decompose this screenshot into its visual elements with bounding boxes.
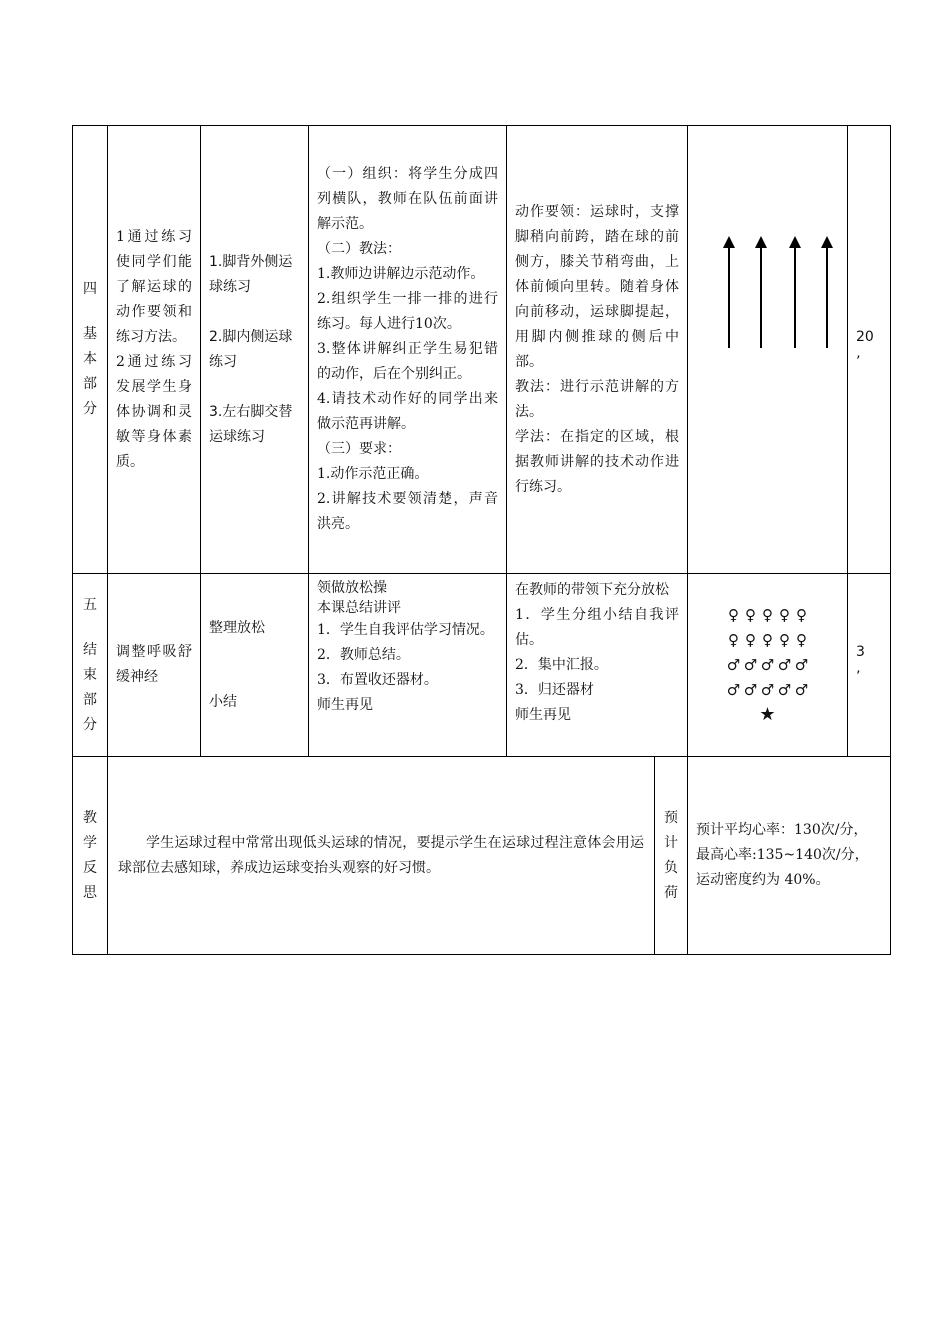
male-icon: ♂ xyxy=(743,681,758,699)
teacher-text: 1.教师边讲解边示范动作。 xyxy=(317,266,485,282)
reflection-text: 学生运球过程中常常出现低头运球的情况，要提示学生在运球过程注意体会用运球部位去感知球，养成边运球变抬头观察的好习惯。 xyxy=(108,757,655,955)
male-icon: ♂ xyxy=(794,681,809,699)
label-char: 学 xyxy=(83,834,97,851)
student-text: 师生再见 xyxy=(515,707,571,723)
teacher-text: （二）教法： xyxy=(317,241,401,257)
teacher-text: 3．布置收还器材。 xyxy=(317,672,438,688)
section-end-contents xyxy=(201,574,309,757)
goal-text: 2通过练习发展学生身体协调和灵敏等身体素质。 xyxy=(116,353,192,470)
section-end-row xyxy=(73,574,891,757)
female-icon: ♀ xyxy=(762,631,773,649)
label-char: 思 xyxy=(83,884,97,901)
section-end-teacher xyxy=(309,574,507,757)
load-line: 运动密度约为 40%。 xyxy=(696,872,830,888)
section-basic-time xyxy=(848,126,891,574)
label-char: 束 xyxy=(83,666,97,683)
male-icon: ♂ xyxy=(777,656,792,674)
label-char: 五 xyxy=(83,596,97,613)
time-mark: ’ xyxy=(856,353,861,370)
teacher-text: （一）组织：将学生分成四列横队，教师在队伍前面讲解示范。 xyxy=(317,166,498,232)
female-icon: ♀ xyxy=(762,606,773,624)
label-char: 结 xyxy=(83,641,97,658)
content-item: 3.左右脚交替运球练习 xyxy=(209,403,293,445)
gender-formation-grid xyxy=(688,603,847,727)
label-char: 计 xyxy=(664,834,678,851)
teacher-text: 3.整体讲解纠正学生易犯错的动作，后在个别纠正。 xyxy=(317,341,498,382)
load-label xyxy=(655,757,688,955)
section-end-goal xyxy=(108,574,201,757)
content-item: 2.脚内侧运球练习 xyxy=(209,328,293,370)
direction-arrows xyxy=(698,228,838,348)
teacher-text: 4.请技术动作好的同学出来做示范再讲解。 xyxy=(317,391,498,432)
time-mark: ’ xyxy=(856,669,861,685)
teacher-text: 本课总结讲评 xyxy=(317,600,401,616)
formation-row xyxy=(688,653,847,678)
label-char: 本 xyxy=(83,351,97,367)
section-end-student xyxy=(507,574,688,757)
formation-row xyxy=(688,414,847,443)
male-icon: ♂ xyxy=(726,681,741,699)
male-icon: ♂ xyxy=(743,656,758,674)
student-text: 3．归还器材 xyxy=(515,682,594,698)
section-basic-diagram xyxy=(688,126,848,574)
label-char: 预 xyxy=(664,809,678,826)
reflection-label xyxy=(73,757,108,955)
section-end-diagram xyxy=(688,574,848,757)
formation-row xyxy=(688,678,847,703)
formation-row xyxy=(688,628,847,653)
label-char: 负 xyxy=(664,859,678,876)
label-char: 分 xyxy=(83,401,97,417)
female-icon: ♀ xyxy=(779,606,790,624)
teacher-text: 2.讲解技术要领清楚，声音洪亮。 xyxy=(317,491,498,532)
load-line: 最高心率:135~140次/分， xyxy=(696,847,869,863)
male-icon: ♂ xyxy=(794,656,809,674)
formation-row xyxy=(688,356,847,385)
section-basic-teacher xyxy=(309,126,507,574)
male-icon: ♂ xyxy=(760,656,775,674)
lesson-plan-table xyxy=(72,125,891,955)
student-text: 1．学生分组小结自我评估。 xyxy=(515,607,679,648)
teacher-text: 1．学生自我评估学习情况。 xyxy=(317,622,494,638)
arrow-up-icon xyxy=(760,238,762,348)
label-char: 教 xyxy=(83,809,97,826)
reflection-row xyxy=(73,757,891,955)
label-char: 荷 xyxy=(664,884,678,901)
formation-row xyxy=(688,603,847,628)
label-char: 部 xyxy=(83,376,97,392)
section-basic-contents xyxy=(201,126,309,574)
load-line: 预计平均心率：130次/分， xyxy=(696,822,868,838)
male-icon: ♂ xyxy=(760,681,775,699)
student-text: 教法：进行示范讲解的方法。 xyxy=(515,378,679,420)
teacher-text: 领做放松操 xyxy=(317,580,387,596)
content-item: 小结 xyxy=(209,693,237,710)
female-icon: ♀ xyxy=(745,606,756,624)
section-basic-label xyxy=(73,126,108,574)
female-icon: ♀ xyxy=(728,606,739,624)
teacher-text: 师生再见 xyxy=(317,697,373,713)
student-text: 在教师的带领下充分放松 xyxy=(515,582,669,598)
female-icon: ♀ xyxy=(728,631,739,649)
label-char: 分 xyxy=(83,716,97,733)
student-text: 学法：在指定的区域，根据教师讲解的技术动作进行练习。 xyxy=(515,428,679,495)
student-text: 动作要领：运球时，支撑脚稍向前跨，踏在球的前侧方，膝关节稍弯曲，上体前倾向里转。随着身体向前移动，运球脚提起，用脚内侧推球的侧后中部。 xyxy=(515,203,679,370)
section-basic-row xyxy=(73,126,891,574)
student-formation-grid xyxy=(688,356,847,472)
teacher-text: 1.动作示范正确。 xyxy=(317,466,429,482)
teacher-star-icon: ★ xyxy=(759,704,776,725)
time-value: 3 xyxy=(856,644,865,660)
label-char: 四 xyxy=(83,281,97,297)
section-end-time xyxy=(848,574,891,757)
teacher-text: 2．教师总结。 xyxy=(317,647,410,663)
student-text: 2．集中汇报。 xyxy=(515,657,608,673)
arrow-up-icon xyxy=(728,238,730,348)
goal-text: 调整呼吸舒缓神经 xyxy=(116,644,192,685)
arrow-up-icon xyxy=(794,238,796,348)
section-basic-student xyxy=(507,126,688,574)
section-basic-goals xyxy=(108,126,201,574)
goal-text: 1通过练习使同学们能了解运球的动作要领和练习方法。 xyxy=(116,228,192,345)
female-icon: ♀ xyxy=(796,606,807,624)
arrow-up-icon xyxy=(826,238,828,348)
section-end-label xyxy=(73,574,108,757)
male-icon: ♂ xyxy=(777,681,792,699)
female-icon: ♀ xyxy=(745,631,756,649)
content-item: 1.脚背外侧运球练习 xyxy=(209,253,293,295)
female-icon: ♀ xyxy=(796,631,807,649)
time-value: 20 xyxy=(856,328,874,345)
male-icon: ♂ xyxy=(726,656,741,674)
label-char: 反 xyxy=(83,859,97,876)
load-values xyxy=(688,757,891,955)
female-icon: ♀ xyxy=(779,631,790,649)
formation-row xyxy=(688,443,847,472)
label-char: 部 xyxy=(83,691,97,708)
teacher-text: （三）要求： xyxy=(317,441,401,457)
formation-row xyxy=(688,385,847,414)
teacher-text: 2.组织学生一排一排的进行练习。每人进行10次。 xyxy=(317,291,498,332)
content-item: 整理放松 xyxy=(209,619,265,636)
label-char: 基 xyxy=(83,326,97,342)
